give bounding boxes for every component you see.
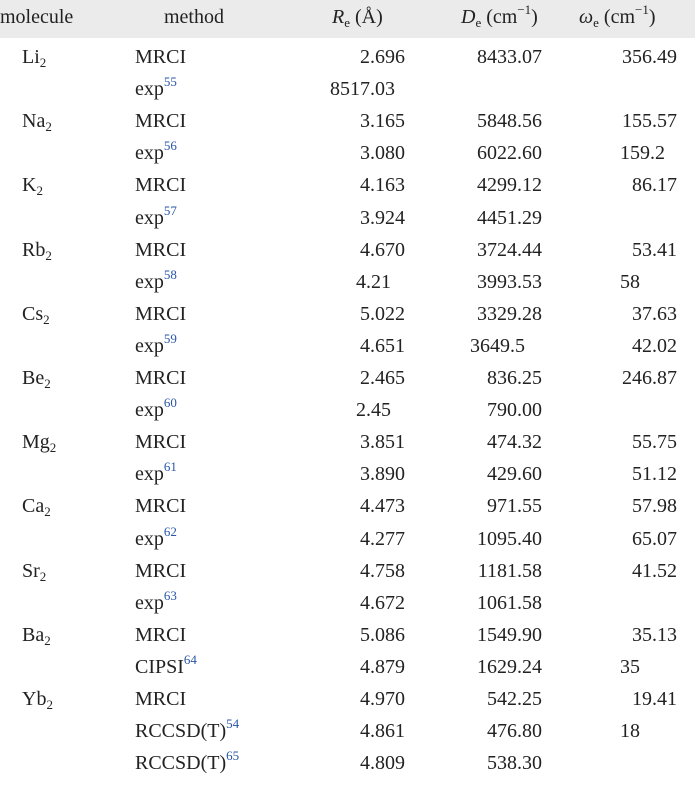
header-we-sub: e bbox=[593, 15, 599, 30]
re-value: 3.080 bbox=[360, 142, 405, 164]
de-value: 4299.12 bbox=[477, 174, 542, 196]
molecule-subscript: 2 bbox=[44, 376, 51, 391]
method-cell bbox=[135, 45, 186, 69]
method-name: MRCI bbox=[135, 367, 187, 389]
molecule-symbol: Be bbox=[22, 367, 45, 389]
re-value: 2.696 bbox=[360, 46, 405, 68]
method-cell bbox=[135, 238, 186, 262]
header-we-symbol: ω bbox=[579, 6, 594, 28]
re-value: 3.890 bbox=[360, 463, 405, 485]
method-name: MRCI bbox=[135, 688, 187, 710]
reference-link[interactable]: 56 bbox=[163, 138, 177, 153]
re-value: 4.670 bbox=[360, 239, 405, 261]
we-value: 86.17 bbox=[632, 174, 677, 196]
method-cell bbox=[135, 716, 240, 743]
reference-link[interactable]: 59 bbox=[163, 331, 177, 346]
de-value: 429.60 bbox=[487, 463, 542, 485]
molecule-symbol: Rb bbox=[22, 239, 46, 261]
method-name: RCCSD(T) bbox=[135, 720, 227, 742]
method-name: MRCI bbox=[135, 495, 187, 517]
we-value: 42.02 bbox=[632, 335, 677, 357]
method-cell bbox=[135, 652, 197, 679]
re-value: 4.651 bbox=[360, 335, 405, 357]
re-value: 2.465 bbox=[360, 367, 405, 389]
header-de-symbol: D bbox=[461, 6, 476, 28]
de-value: 3724.44 bbox=[477, 239, 542, 261]
method-name: CIPSI bbox=[135, 656, 184, 678]
we-value: 35 bbox=[620, 656, 640, 678]
method-name: exp bbox=[135, 78, 164, 100]
method-cell bbox=[135, 494, 186, 518]
molecule-subscript: 2 bbox=[36, 183, 43, 198]
header-re-unit: (Å) bbox=[355, 6, 383, 28]
method-name: exp bbox=[135, 399, 164, 421]
reference-link[interactable]: 54 bbox=[226, 716, 240, 731]
molecule-subscript: 2 bbox=[44, 504, 51, 519]
molecule-symbol: Yb bbox=[22, 688, 47, 710]
de-value: 971.55 bbox=[487, 495, 542, 517]
de-value: 3649.5 bbox=[470, 335, 525, 357]
re-value: 3.851 bbox=[360, 431, 405, 453]
header-de-unit: (cm bbox=[486, 6, 518, 28]
header-de-close: ) bbox=[531, 6, 538, 28]
reference-link[interactable]: 65 bbox=[226, 748, 240, 763]
de-value: 1181.58 bbox=[477, 560, 542, 582]
method-name: exp bbox=[135, 463, 164, 485]
re-value: 4.21 bbox=[356, 271, 391, 293]
we-value: 18 bbox=[620, 720, 640, 742]
molecule-cell bbox=[22, 45, 46, 69]
re-value: 8517.03 bbox=[330, 78, 395, 100]
method-name: exp bbox=[135, 271, 164, 293]
header-re bbox=[332, 5, 383, 29]
de-value: 836.25 bbox=[487, 367, 542, 389]
method-cell bbox=[135, 302, 186, 326]
header-re-symbol: R bbox=[332, 6, 345, 28]
method-cell bbox=[135, 559, 186, 583]
molecule-symbol: Ca bbox=[22, 495, 45, 517]
re-value: 4.758 bbox=[360, 560, 405, 582]
method-cell bbox=[135, 109, 186, 133]
we-value: 57.98 bbox=[632, 495, 677, 517]
molecule-subscript: 2 bbox=[39, 55, 47, 70]
de-value: 1095.40 bbox=[477, 528, 542, 550]
molecule-subscript: 2 bbox=[39, 569, 47, 584]
method-cell bbox=[135, 173, 186, 197]
method-cell bbox=[135, 687, 186, 711]
method-cell bbox=[135, 138, 177, 165]
molecule-cell bbox=[22, 494, 51, 518]
de-value: 1629.24 bbox=[477, 656, 542, 678]
de-value: 1061.58 bbox=[477, 592, 542, 614]
header-de-sub: e bbox=[475, 15, 482, 30]
molecule-symbol: Li bbox=[22, 46, 40, 68]
re-value: 4.879 bbox=[360, 656, 405, 678]
method-name: RCCSD(T) bbox=[135, 752, 227, 774]
de-value: 476.80 bbox=[487, 720, 542, 742]
method-name: MRCI bbox=[135, 303, 187, 325]
header-we-sup: −1 bbox=[635, 2, 649, 17]
method-cell bbox=[135, 395, 177, 422]
de-value: 474.32 bbox=[487, 431, 542, 453]
we-value: 58 bbox=[620, 271, 640, 293]
method-name: exp bbox=[135, 592, 164, 614]
molecule-symbol: Cs bbox=[22, 303, 44, 325]
re-value: 5.022 bbox=[360, 303, 405, 325]
method-cell bbox=[135, 267, 177, 294]
re-value: 2.45 bbox=[356, 399, 391, 421]
reference-link[interactable]: 57 bbox=[163, 203, 177, 218]
method-cell bbox=[135, 623, 186, 647]
method-name: MRCI bbox=[135, 560, 187, 582]
molecule-subscript: 2 bbox=[49, 440, 57, 455]
we-value: 246.87 bbox=[622, 367, 677, 389]
header-de-sup: −1 bbox=[517, 2, 532, 17]
de-value: 4451.29 bbox=[477, 207, 542, 229]
de-value: 538.30 bbox=[487, 752, 542, 774]
de-value: 1549.90 bbox=[477, 624, 542, 646]
method-name: MRCI bbox=[135, 431, 187, 453]
reference-link[interactable]: 55 bbox=[163, 74, 177, 89]
re-value: 4.861 bbox=[360, 720, 405, 742]
we-value: 51.12 bbox=[632, 463, 677, 485]
reference-link[interactable]: 63 bbox=[163, 588, 177, 603]
method-cell bbox=[135, 524, 177, 551]
molecule-cell bbox=[22, 109, 52, 133]
method-cell bbox=[135, 203, 177, 230]
method-cell bbox=[135, 366, 186, 390]
molecule-symbol: Na bbox=[22, 110, 46, 132]
molecule-symbol: K bbox=[22, 174, 37, 196]
molecule-cell bbox=[22, 687, 53, 711]
molecule-cell bbox=[22, 623, 51, 647]
molecule-cell bbox=[22, 430, 56, 454]
re-value: 4.473 bbox=[360, 495, 405, 517]
method-cell bbox=[135, 588, 177, 615]
molecule-subscript: 2 bbox=[45, 119, 52, 134]
method-name: exp bbox=[135, 528, 164, 550]
de-value: 8433.07 bbox=[477, 46, 542, 68]
we-value: 55.75 bbox=[632, 431, 677, 453]
method-cell bbox=[135, 430, 186, 454]
re-value: 4.163 bbox=[360, 174, 405, 196]
re-value: 3.924 bbox=[360, 207, 405, 229]
re-value: 4.970 bbox=[360, 688, 405, 710]
re-value: 4.809 bbox=[360, 752, 405, 774]
reference-link[interactable]: 58 bbox=[163, 267, 177, 282]
molecule-symbol: Sr bbox=[22, 560, 40, 582]
method-name: MRCI bbox=[135, 174, 187, 196]
molecule-subscript: 2 bbox=[46, 697, 53, 712]
method-cell bbox=[135, 748, 240, 775]
method-name: MRCI bbox=[135, 239, 187, 261]
re-value: 4.672 bbox=[360, 592, 405, 614]
molecule-cell bbox=[22, 366, 51, 390]
de-value: 790.00 bbox=[487, 399, 542, 421]
method-name: MRCI bbox=[135, 110, 187, 132]
method-cell bbox=[135, 459, 177, 486]
molecule-subscript: 2 bbox=[45, 248, 52, 263]
header-molecule: molecule bbox=[0, 6, 74, 28]
re-value: 4.277 bbox=[360, 528, 405, 550]
header-de bbox=[461, 2, 538, 30]
method-name: exp bbox=[135, 207, 164, 229]
de-value: 3993.53 bbox=[477, 271, 542, 293]
de-value: 542.25 bbox=[487, 688, 542, 710]
molecule-cell bbox=[22, 173, 43, 197]
header-method: method bbox=[164, 6, 224, 28]
reference-link[interactable]: 60 bbox=[163, 395, 177, 410]
reference-link[interactable]: 62 bbox=[163, 524, 177, 539]
molecule-cell bbox=[22, 302, 50, 326]
method-cell bbox=[135, 331, 177, 358]
we-value: 37.63 bbox=[632, 303, 677, 325]
method-name: MRCI bbox=[135, 46, 187, 68]
we-value: 159.2 bbox=[620, 142, 665, 164]
we-value: 155.57 bbox=[622, 110, 677, 132]
de-value: 6022.60 bbox=[477, 142, 542, 164]
table-header bbox=[0, 0, 695, 38]
we-value: 65.07 bbox=[632, 528, 677, 550]
de-value: 3329.28 bbox=[477, 303, 542, 325]
method-name: exp bbox=[135, 335, 164, 357]
molecule-cell bbox=[22, 238, 52, 262]
we-value: 53.41 bbox=[632, 239, 677, 261]
method-name: exp bbox=[135, 142, 164, 164]
method-cell bbox=[135, 74, 177, 101]
molecule-subscript: 2 bbox=[43, 312, 50, 327]
method-name: MRCI bbox=[135, 624, 187, 646]
header-we-unit: (cm bbox=[603, 6, 635, 28]
we-value: 35.13 bbox=[632, 624, 677, 646]
de-value: 5848.56 bbox=[477, 110, 542, 132]
re-value: 3.165 bbox=[360, 110, 405, 132]
molecule-subscript: 2 bbox=[44, 633, 51, 648]
reference-link[interactable]: 64 bbox=[183, 652, 197, 667]
molecule-cell bbox=[22, 559, 46, 583]
we-value: 19.41 bbox=[632, 688, 677, 710]
reference-link[interactable]: 61 bbox=[163, 459, 177, 474]
molecule-symbol: Mg bbox=[22, 431, 50, 453]
header-re-sub: e bbox=[344, 15, 350, 30]
we-value: 356.49 bbox=[622, 46, 677, 68]
we-value: 41.52 bbox=[632, 560, 677, 582]
re-value: 5.086 bbox=[360, 624, 405, 646]
header-we-close: ) bbox=[648, 6, 656, 28]
header-we bbox=[579, 2, 656, 30]
molecule-symbol: Ba bbox=[22, 624, 45, 646]
